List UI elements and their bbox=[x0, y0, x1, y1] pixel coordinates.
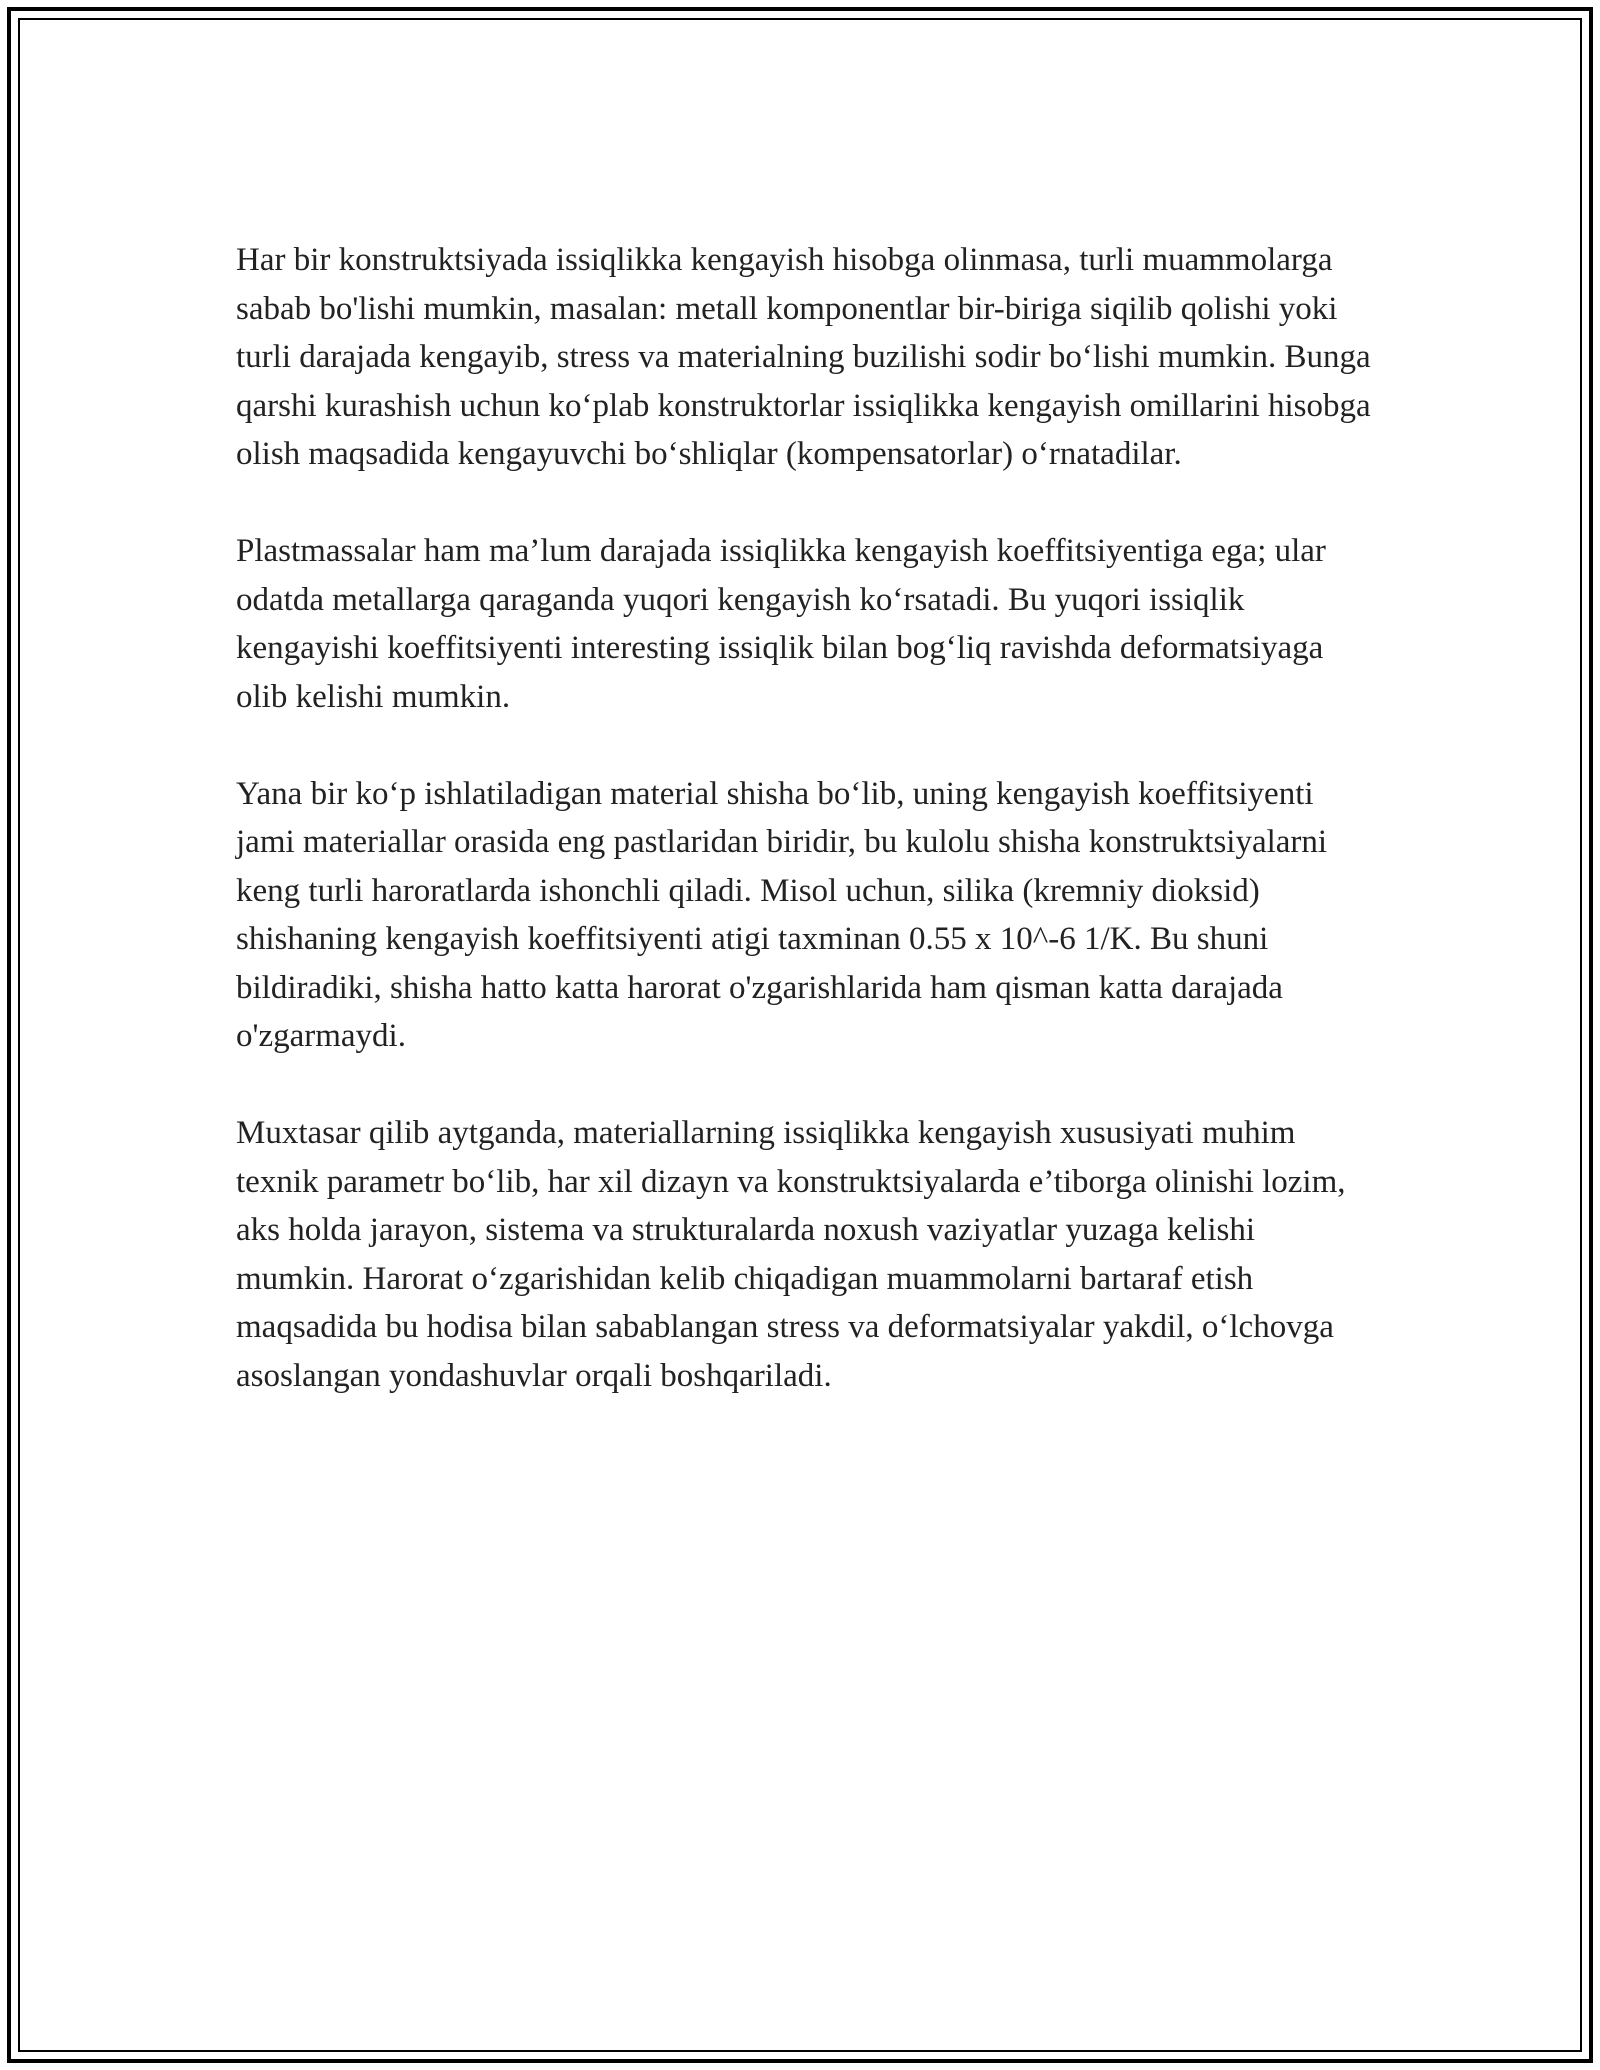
paragraph-2: Plastmassalar ham ma’lum darajada issiqlikka kengayish koeffitsiyentiga ega; ular odatda metallarga qaraganda yuqori kengayish ko‘rsatadi. Bu yuqori issiqlik kengayishi koeffitsiyenti interesting issiqlik bilan bog‘liq ravishda deformatsiyaga olib kelishi mumkin. bbox=[236, 533, 1326, 715]
paragraph-1: Har bir konstruktsiyada issiqlikka kengayish hisobga olinmasa, turli muammolarga sabab bo'lishi mumkin, masalan: metall komponentlar bir-biriga siqilib qolishi yoki turli darajada kengayib, stress va materialning buzilishi sodir bo‘lishi mumkin. Bunga qarshi kurashish uchun ko‘plab konstruktorlar issiqlikka kengayish omillarini hisobga olish maqsadida kengayuvchi bo‘shliqlar (kompensatorlar) o‘rnatadilar. bbox=[236, 242, 1371, 472]
document-body bbox=[236, 236, 1376, 1449]
paragraph-4: Muxtasar qilib aytganda, materiallarning issiqlikka kengayish xususiyati muhim texnik parametr bo‘lib, har xil dizayn va konstruktsiyalarda e’tiborga olinishi lozim, aks holda jarayon, sistema va strukturalarda noxush vaziyatlar yuzaga kelishi mumkin. Harorat o‘zgarishidan kelib chiqadigan muammolarni bartaraf etish maqsadida bu hodisa bilan sabablangan stress va deformatsiyalar yakdil, o‘lchovga asoslangan yondashuvlar orqali boshqariladi. bbox=[236, 1115, 1346, 1394]
paragraph-3: Yana bir ko‘p ishlatiladigan material shisha bo‘lib, uning kengayish koeffitsiyenti jami materiallar orasida eng pastlaridan biridir, bu kulolu shisha konstruktsiyalarni keng turli haroratlarda ishonchli qiladi. Misol uchun, silika (kremniy dioksid) shishaning kengayish koeffitsiyenti atigi taxminan 0.55 x 10^-6 1/K. Bu shuni bildiradiki, shisha hatto katta harorat o'zgarishlarida ham qisman katta darajada o'zgarmaydi. bbox=[236, 775, 1328, 1054]
